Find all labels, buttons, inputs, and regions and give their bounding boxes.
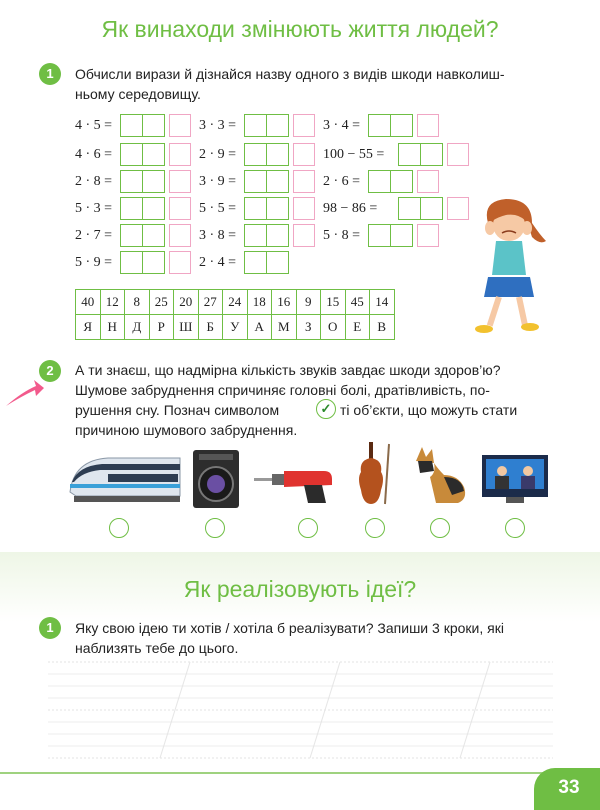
digit-box[interactable]: [142, 224, 165, 247]
answer-boxes-7[interactable]: [244, 114, 315, 137]
task2-text-line4: причиною шумового забруднення.: [75, 422, 298, 438]
section2-task-line2: наблизять тебе до цього.: [75, 640, 239, 656]
answer-key-table: [75, 289, 395, 340]
key-number-cell: 20: [174, 290, 199, 315]
digit-box[interactable]: [244, 114, 267, 137]
answer-boxes-3[interactable]: [120, 170, 191, 193]
expression-4: 5 · 3 =: [75, 201, 113, 216]
expression-13: 3 · 4 =: [323, 118, 361, 133]
digit-box[interactable]: [368, 224, 391, 247]
tv-news-icon: [480, 453, 550, 505]
key-number-cell: 27: [198, 290, 223, 315]
digit-box[interactable]: [390, 224, 413, 247]
answer-boxes-6[interactable]: [120, 251, 191, 274]
answer-boxes-8[interactable]: [244, 143, 315, 166]
task2-text-line3a: рушення сну. Познач символом: [75, 402, 280, 418]
drill-icon: [252, 465, 337, 505]
answer-boxes-9[interactable]: [244, 170, 315, 193]
task2-text-line1: А ти знаєш, що надмірна кількість звуків завдає шкоди здоров’ю?: [75, 362, 501, 378]
task-number-badge: 1: [39, 63, 61, 85]
task1-instruction-line2: ньому середовищу.: [75, 86, 201, 102]
key-letter-cell: А: [247, 315, 272, 340]
answer-boxes-2[interactable]: [120, 143, 191, 166]
task2-text-line2: Шумове забруднення спричиняє головні болі, дратівливість, по-: [75, 382, 490, 398]
answer-circle-violin[interactable]: [365, 518, 385, 538]
answer-boxes-15[interactable]: [368, 170, 439, 193]
key-letter-cell: Б: [198, 315, 223, 340]
letter-box[interactable]: [417, 224, 439, 247]
digit-box[interactable]: [142, 114, 165, 137]
digit-box[interactable]: [266, 224, 289, 247]
digit-box[interactable]: [266, 197, 289, 220]
expression-15: 2 · 6 =: [323, 174, 361, 189]
digit-box[interactable]: [244, 143, 267, 166]
key-letter-cell: Ш: [174, 315, 199, 340]
answer-boxes-1[interactable]: [120, 114, 191, 137]
expression-7: 3 · 3 =: [199, 118, 237, 133]
expression-3: 2 · 8 =: [75, 174, 113, 189]
letter-box[interactable]: [169, 251, 191, 274]
footer-line: [0, 772, 600, 774]
digit-box[interactable]: [120, 197, 143, 220]
digit-box[interactable]: [142, 170, 165, 193]
task-number-badge: 1: [39, 617, 61, 639]
key-letter-cell: В: [370, 315, 395, 340]
answer-circle-drill[interactable]: [298, 518, 318, 538]
letter-box[interactable]: [169, 197, 191, 220]
expression-17: 5 · 8 =: [323, 228, 361, 243]
answer-boxes-5[interactable]: [120, 224, 191, 247]
answer-boxes-12[interactable]: [244, 251, 287, 274]
digit-box[interactable]: [420, 197, 443, 220]
expression-9: 3 · 9 =: [199, 174, 237, 189]
key-letter-cell: Я: [76, 315, 101, 340]
violin-icon: [355, 440, 395, 508]
train-icon: [68, 452, 183, 507]
expression-8: 2 · 9 =: [199, 147, 237, 162]
letter-box[interactable]: [169, 114, 191, 137]
answer-circle-speaker[interactable]: [205, 518, 225, 538]
answer-boxes-13[interactable]: [368, 114, 439, 137]
key-letter-cell: З: [296, 315, 321, 340]
key-letter-cell: У: [223, 315, 248, 340]
expression-6: 5 · 9 =: [75, 255, 113, 270]
expression-5: 2 · 7 =: [75, 228, 113, 243]
key-numbers-row: [76, 290, 395, 315]
letter-box[interactable]: [417, 114, 439, 137]
answer-boxes-17[interactable]: [368, 224, 439, 247]
section-title-ideas: Як реалізовують ідеї?: [183, 576, 417, 602]
key-number-cell: 24: [223, 290, 248, 315]
digit-box[interactable]: [244, 170, 267, 193]
digit-box[interactable]: [120, 114, 143, 137]
answer-boxes-14[interactable]: [398, 143, 469, 166]
digit-box[interactable]: [142, 197, 165, 220]
digit-box[interactable]: [266, 170, 289, 193]
key-number-cell: 16: [272, 290, 297, 315]
digit-box[interactable]: [120, 251, 143, 274]
task-number-badge: 2: [39, 360, 61, 382]
girl-covering-ears-illustration: [462, 195, 557, 345]
key-number-cell: 25: [149, 290, 174, 315]
section-title-inventions: Як винаходи змінюють життя людей?: [101, 16, 499, 42]
key-number-cell: 18: [247, 290, 272, 315]
digit-box[interactable]: [120, 143, 143, 166]
expression-16: 98 − 86 =: [323, 201, 378, 216]
digit-box[interactable]: [266, 143, 289, 166]
digit-box[interactable]: [244, 251, 267, 274]
expression-10: 5 · 5 =: [199, 201, 237, 216]
answer-boxes-4[interactable]: [120, 197, 191, 220]
expression-14: 100 − 55 =: [323, 147, 385, 162]
key-number-cell: 9: [296, 290, 321, 315]
key-letter-cell: Р: [149, 315, 174, 340]
digit-box[interactable]: [142, 143, 165, 166]
task2-text-line3b: ті об’єкти, що можуть стати: [340, 402, 518, 418]
key-number-cell: 15: [321, 290, 346, 315]
expression-12: 2 · 4 =: [199, 255, 237, 270]
letter-box[interactable]: [293, 170, 315, 193]
key-letters-row: [76, 315, 395, 340]
digit-box[interactable]: [266, 114, 289, 137]
key-letter-cell: Е: [345, 315, 370, 340]
digit-box[interactable]: [244, 224, 267, 247]
digit-box[interactable]: [266, 251, 289, 274]
digit-box[interactable]: [368, 114, 391, 137]
check-symbol-icon: ✓: [316, 399, 336, 419]
letter-box[interactable]: [417, 170, 439, 193]
letter-box[interactable]: [293, 143, 315, 166]
key-number-cell: 12: [100, 290, 125, 315]
letter-box[interactable]: [293, 114, 315, 137]
letter-box[interactable]: [169, 224, 191, 247]
task1-instruction-line1: Обчисли вирази й дізнайся назву одного з видів шкоди навколиш-: [75, 66, 505, 82]
digit-box[interactable]: [120, 170, 143, 193]
answer-circle-train[interactable]: [109, 518, 129, 538]
writing-lines[interactable]: [48, 660, 553, 760]
digit-box[interactable]: [398, 197, 421, 220]
section2-task-line1: Яку свою ідею ти хотів / хотіла б реалізувати? Запиши 3 кроки, які: [75, 620, 504, 636]
digit-box[interactable]: [244, 197, 267, 220]
answer-boxes-11[interactable]: [244, 224, 315, 247]
digit-box[interactable]: [368, 170, 391, 193]
pointer-arrow-icon: [4, 378, 44, 410]
digit-box[interactable]: [390, 114, 413, 137]
speaker-icon: [191, 448, 241, 510]
key-letter-cell: О: [321, 315, 346, 340]
expression-1: 4 · 5 =: [75, 118, 113, 133]
digit-box[interactable]: [142, 251, 165, 274]
answer-boxes-16[interactable]: [398, 197, 469, 220]
page-number: 33: [534, 768, 600, 810]
expression-11: 3 · 8 =: [199, 228, 237, 243]
dog-icon: [408, 443, 470, 507]
letter-box[interactable]: [169, 143, 191, 166]
digit-box[interactable]: [398, 143, 421, 166]
answer-circle-dog[interactable]: [430, 518, 450, 538]
letter-box[interactable]: [169, 170, 191, 193]
key-letter-cell: Н: [100, 315, 125, 340]
letter-box[interactable]: [293, 197, 315, 220]
letter-box[interactable]: [293, 224, 315, 247]
answer-boxes-10[interactable]: [244, 197, 315, 220]
expression-2: 4 · 6 =: [75, 147, 113, 162]
key-letter-cell: М: [272, 315, 297, 340]
key-number-cell: 40: [76, 290, 101, 315]
digit-box[interactable]: [390, 170, 413, 193]
letter-box[interactable]: [447, 143, 469, 166]
key-letter-cell: Д: [125, 315, 150, 340]
key-number-cell: 14: [370, 290, 395, 315]
digit-box[interactable]: [420, 143, 443, 166]
key-number-cell: 45: [345, 290, 370, 315]
key-number-cell: 8: [125, 290, 150, 315]
answer-circle-tv[interactable]: [505, 518, 525, 538]
digit-box[interactable]: [120, 224, 143, 247]
